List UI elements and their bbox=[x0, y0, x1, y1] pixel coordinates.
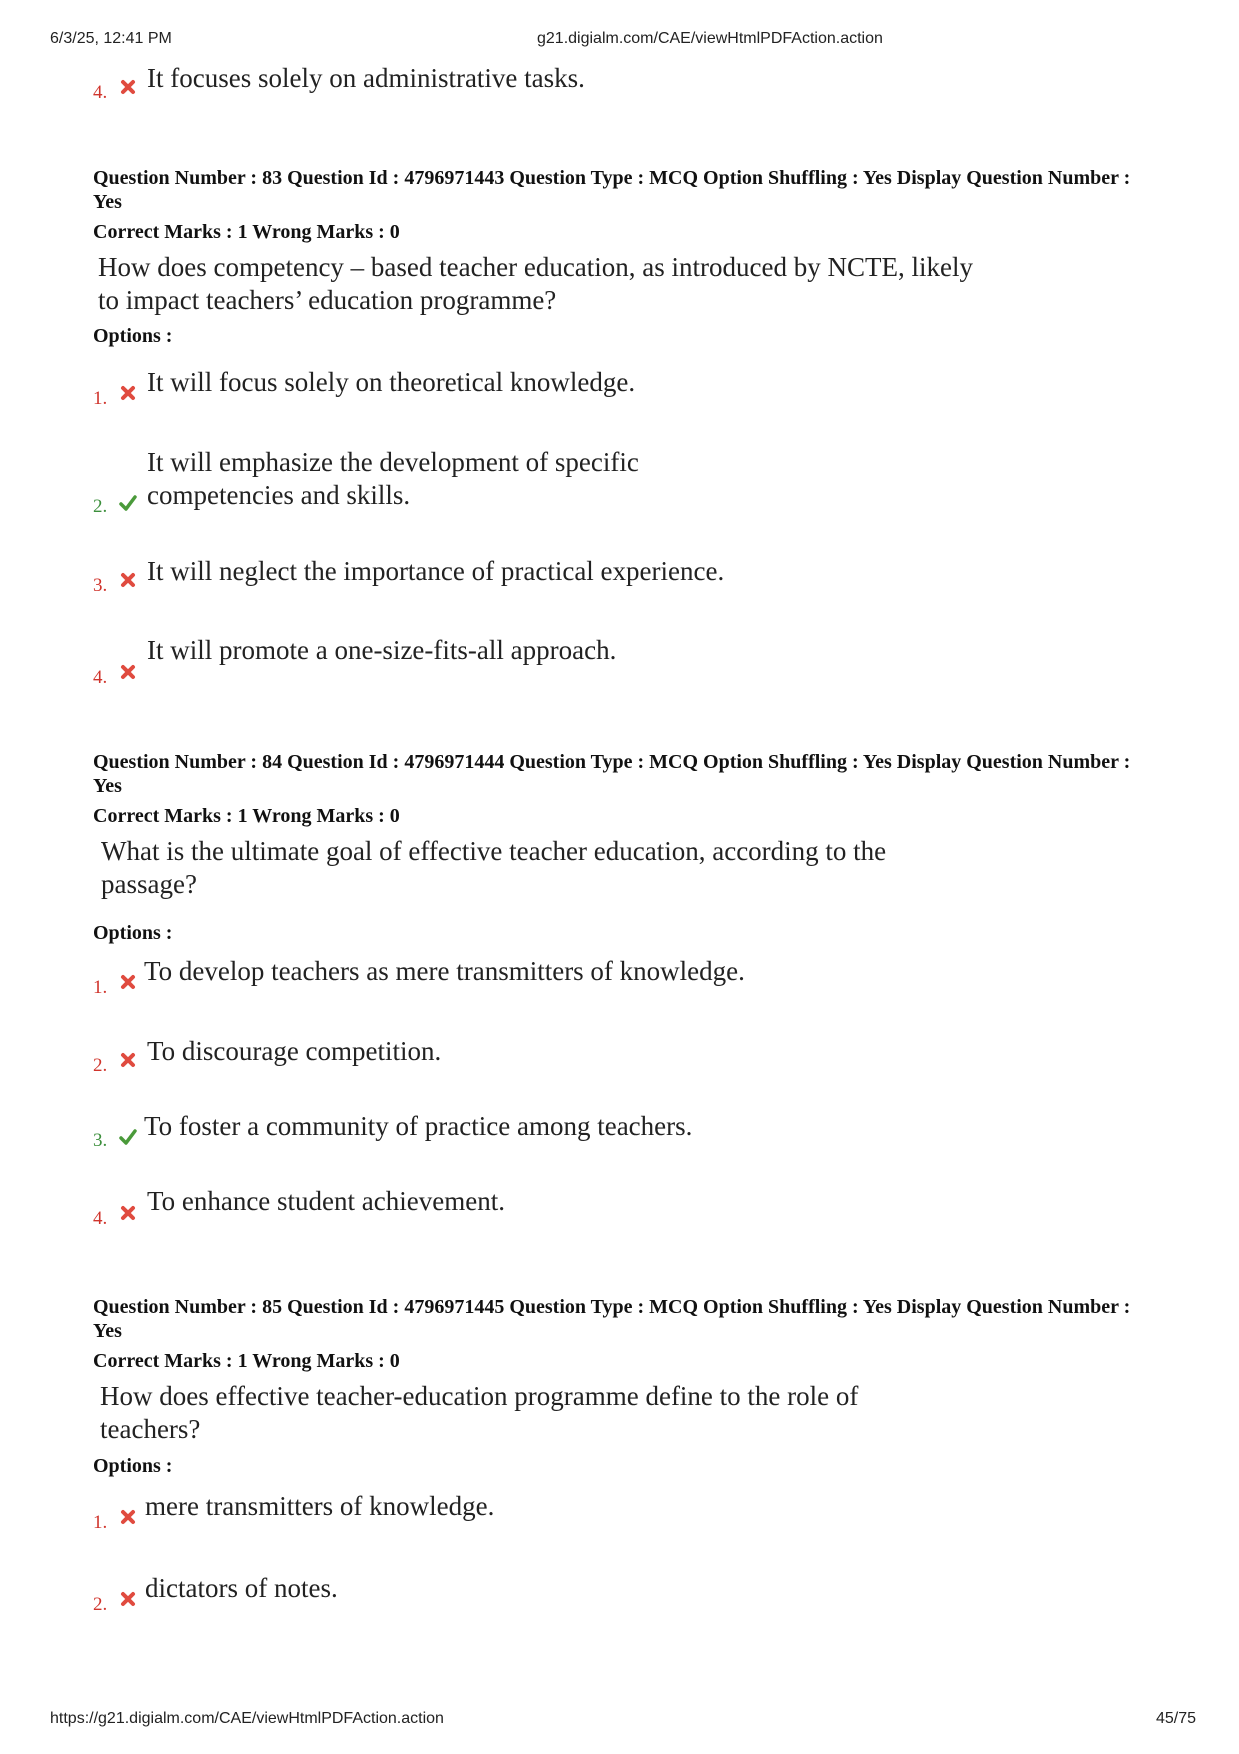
wrong-icon bbox=[119, 571, 137, 589]
option-text: To enhance student achievement. bbox=[147, 1186, 505, 1216]
wrong-icon bbox=[119, 1051, 137, 1069]
question-84-text: What is the ultimate goal of effective teacher education, according to the passage? bbox=[101, 836, 887, 899]
correct-check-icon bbox=[119, 1128, 137, 1146]
question-85-marks: Correct Marks : 1 Wrong Marks : 0 bbox=[93, 1350, 400, 1372]
option-text: It will emphasize the development of specific competencies and skills. bbox=[147, 447, 639, 510]
print-datetime: 6/3/25, 12:41 PM bbox=[50, 30, 172, 47]
option-text: To develop teachers as mere transmitters of knowledge. bbox=[144, 956, 745, 986]
question-83-header: Question Number : 83 Question Id : 4796971443 Question Type : MCQ Option Shuffling : Yes Display Question Number : Yes bbox=[93, 167, 1131, 213]
option-text: To foster a community of practice among teachers. bbox=[144, 1111, 693, 1141]
option-text: It focuses solely on administrative tasks. bbox=[147, 63, 585, 93]
wrong-icon bbox=[119, 384, 137, 402]
option-text: dictators of notes. bbox=[145, 1573, 338, 1603]
option-text: To discourage competition. bbox=[147, 1036, 442, 1066]
option-number: 2. bbox=[93, 1055, 108, 1076]
wrong-icon bbox=[119, 663, 137, 681]
option-number: 1. bbox=[93, 977, 108, 998]
option-text: mere transmitters of knowledge. bbox=[145, 1491, 495, 1521]
print-url: g21.digialm.com/CAE/viewHtmlPDFAction.action bbox=[537, 30, 883, 47]
option-number: 1. bbox=[93, 1512, 108, 1533]
question-85-options-label: Options : bbox=[93, 1455, 173, 1477]
wrong-icon bbox=[119, 973, 137, 991]
option-number: 3. bbox=[93, 575, 108, 596]
option-number: 4. bbox=[93, 667, 108, 688]
option-number: 4. bbox=[93, 1208, 108, 1229]
option-number: 1. bbox=[93, 388, 108, 409]
option-text: It will promote a one-size-fits-all approach. bbox=[147, 635, 617, 665]
question-83-text: How does competency – based teacher education, as introduced by NCTE, likely to impact teachers’ education programme? bbox=[98, 252, 973, 315]
question-85-header: Question Number : 85 Question Id : 4796971445 Question Type : MCQ Option Shuffling : Yes Display Question Number : Yes bbox=[93, 1296, 1131, 1342]
question-85-text: How does effective teacher-education programme define to the role of teachers? bbox=[100, 1381, 859, 1444]
question-84-header: Question Number : 84 Question Id : 4796971444 Question Type : MCQ Option Shuffling : Yes Display Question Number : Yes bbox=[93, 751, 1131, 797]
print-footer bbox=[50, 1710, 1196, 1732]
option-number: 3. bbox=[93, 1130, 108, 1151]
wrong-icon bbox=[119, 1590, 137, 1608]
question-83-marks: Correct Marks : 1 Wrong Marks : 0 bbox=[93, 221, 400, 243]
question-83-options-label: Options : bbox=[93, 325, 173, 347]
question-84-marks: Correct Marks : 1 Wrong Marks : 0 bbox=[93, 805, 400, 827]
print-header bbox=[50, 30, 1200, 52]
option-text: It will neglect the importance of practical experience. bbox=[147, 556, 725, 586]
question-84-options-label: Options : bbox=[93, 922, 173, 944]
wrong-icon bbox=[119, 78, 137, 96]
footer-url: https://g21.digialm.com/CAE/viewHtmlPDFAction.action bbox=[50, 1710, 444, 1727]
wrong-icon bbox=[119, 1204, 137, 1222]
option-number: 4. bbox=[93, 82, 108, 103]
option-number: 2. bbox=[93, 1594, 108, 1615]
wrong-icon bbox=[119, 1508, 137, 1526]
page-number: 45/75 bbox=[1155, 1710, 1196, 1727]
option-text: It will focus solely on theoretical knowledge. bbox=[147, 367, 636, 397]
correct-check-icon bbox=[119, 494, 137, 512]
option-number: 2. bbox=[93, 496, 108, 517]
